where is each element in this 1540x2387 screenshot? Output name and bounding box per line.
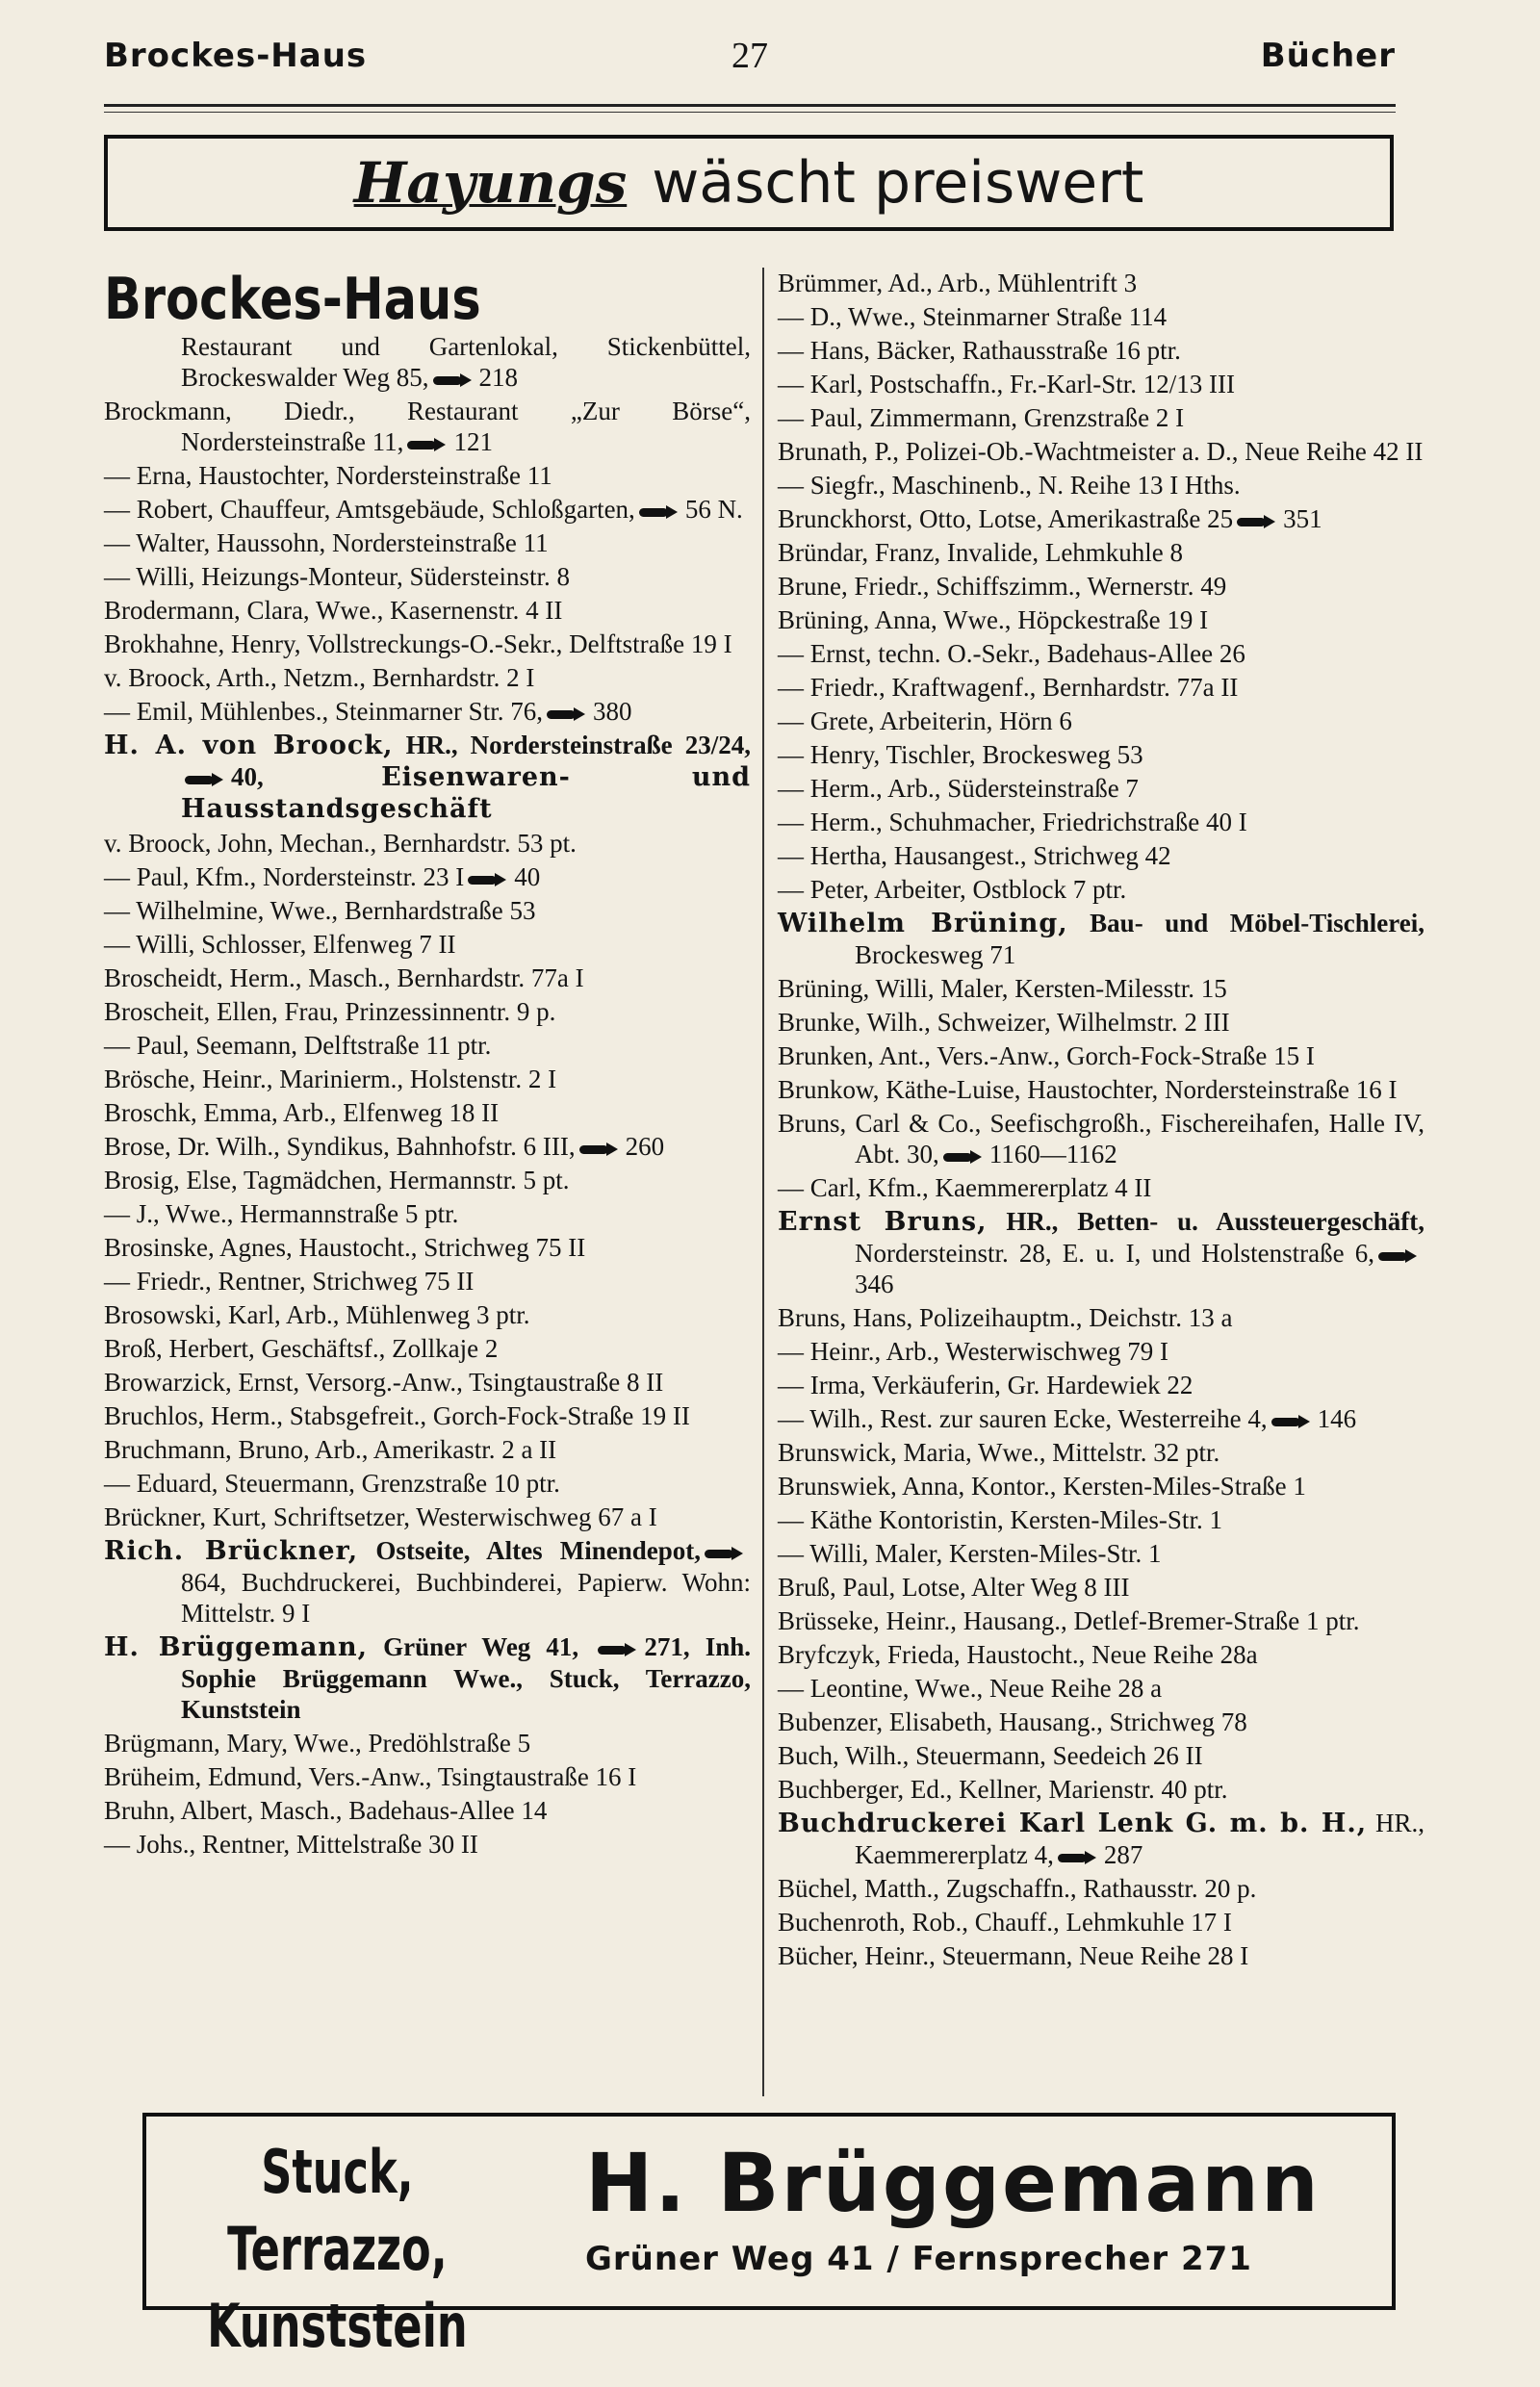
directory-entry bbox=[104, 494, 751, 525]
entry-text: — Paul, Kfm., Nordersteinstr. 23 I bbox=[104, 862, 465, 891]
directory-entry bbox=[104, 962, 751, 993]
directory-entry bbox=[778, 1471, 1424, 1502]
entry-phone: 351 bbox=[1283, 504, 1322, 533]
entry-text: — Emil, Mühlenbes., Steinmarner Str. 76, bbox=[104, 697, 543, 726]
entry-text: — Käthe Kontoristin, Kersten-Miles-Str. 1 bbox=[778, 1505, 1222, 1534]
entry-text: Broschk, Emma, Arb., Elfenweg 18 II bbox=[104, 1098, 500, 1127]
directory-entry bbox=[104, 1468, 751, 1499]
directory-entry bbox=[778, 1873, 1424, 1904]
entry-text: Brümmer, Ad., Arb., Mühlentrift 3 bbox=[778, 269, 1138, 297]
directory-entry bbox=[104, 1131, 751, 1162]
entry-text: — Grete, Arbeiterin, Hörn 6 bbox=[778, 706, 1072, 735]
directory-entry bbox=[778, 503, 1424, 534]
phone-icon bbox=[943, 1150, 982, 1164]
entry-text: — Hertha, Hausangest., Strichweg 42 bbox=[778, 841, 1171, 870]
entry-text: Buchberger, Ed., Kellner, Marienstr. 40 ptr. bbox=[778, 1775, 1228, 1804]
brockes-haus-title: Brockes-Haus bbox=[104, 266, 481, 333]
entry-text: — Willi, Heizungs-Monteur, Südersteinstr. 8 bbox=[104, 562, 571, 591]
entry-text: Brösche, Heinr., Marinierm., Holstenstr. 2 I bbox=[104, 1065, 557, 1093]
directory-entry bbox=[104, 1502, 751, 1532]
entry-text: Brosinske, Agnes, Haustocht., Strichweg 75 II bbox=[104, 1233, 586, 1262]
directory-entry bbox=[778, 1572, 1424, 1603]
directory-entry bbox=[104, 561, 751, 592]
entry-phone: 260 bbox=[625, 1132, 665, 1161]
right-column bbox=[778, 268, 1424, 1974]
directory-entry bbox=[778, 1403, 1424, 1434]
entry-phone: 1160—1162 bbox=[988, 1140, 1117, 1168]
right-entries-2 bbox=[778, 973, 1424, 1203]
directory-entry bbox=[104, 396, 751, 457]
directory-entry bbox=[778, 369, 1424, 399]
directory-entry bbox=[104, 527, 751, 558]
entry-text: — Friedr., Kraftwagenf., Bernhardstr. 77a II bbox=[778, 673, 1239, 702]
entry-text: Brunath, P., Polizei-Ob.-Wachtmeister a. D., Neue Reihe 42 II bbox=[778, 437, 1424, 466]
firm-entry-von-broock: H. A. von Broock, HR., Nordersteinstraße 23/24,40, Eisenwaren- und Hausstandsgeschäft bbox=[104, 731, 751, 824]
left-column bbox=[104, 268, 751, 1862]
directory-entry bbox=[778, 773, 1424, 804]
entry-phone: 146 bbox=[1317, 1404, 1357, 1433]
right-entries bbox=[778, 268, 1424, 905]
entry-text: — Wilhelmine, Wwe., Bernhardstraße 53 bbox=[104, 896, 536, 925]
entry-text: — Friedr., Rentner, Strichweg 75 II bbox=[104, 1267, 475, 1296]
entry-text: — Robert, Chauffeur, Amtsgebäude, Schloßgarten, bbox=[104, 495, 635, 524]
directory-entry bbox=[104, 662, 751, 693]
directory-entry bbox=[104, 1367, 751, 1398]
entry-text: — Ernst, techn. O.-Sekr., Badehaus-Allee 26 bbox=[778, 639, 1245, 668]
directory-entry bbox=[778, 1437, 1424, 1468]
directory-entry bbox=[104, 1064, 751, 1094]
ad-slogan: wäscht preiswert bbox=[652, 149, 1144, 217]
entry-text: Bruchmann, Bruno, Arb., Amerikastr. 2 a II bbox=[104, 1435, 557, 1464]
column-divider bbox=[762, 268, 764, 2096]
entry-text: Bründar, Franz, Invalide, Lehmkuhle 8 bbox=[778, 538, 1184, 567]
directory-entry bbox=[778, 571, 1424, 602]
directory-entry bbox=[104, 1400, 751, 1431]
entry-text: — Hans, Bäcker, Rathausstraße 16 ptr. bbox=[778, 336, 1181, 365]
directory-entry bbox=[104, 828, 751, 859]
directory-entry bbox=[778, 1707, 1424, 1737]
left-entries-3 bbox=[104, 1728, 751, 1860]
running-header bbox=[104, 37, 1396, 85]
phone-icon bbox=[1378, 1249, 1417, 1263]
directory-entry bbox=[778, 1336, 1424, 1367]
entry-text: Bubenzer, Elisabeth, Hausang., Strichweg 78 bbox=[778, 1707, 1247, 1736]
entry-text: Bücher, Heinr., Steuermann, Neue Reihe 28 I bbox=[778, 1941, 1249, 1970]
brockes-haus-description: Restaurant und Gartenlokal, Stickenbüttel, Brockeswalder Weg 85, 218 bbox=[181, 332, 751, 392]
entry-text: — J., Wwe., Hermannstraße 5 ptr. bbox=[104, 1199, 459, 1228]
directory-entry bbox=[104, 1795, 751, 1826]
entry-text: Bruhn, Albert, Masch., Badehaus-Allee 14 bbox=[104, 1796, 548, 1825]
entry-text: Büchel, Matth., Zugschaffn., Rathausstr. 20 p. bbox=[778, 1874, 1257, 1903]
entry-text: Brosig, Else, Tagmädchen, Hermannstr. 5 pt. bbox=[104, 1166, 570, 1194]
directory-entry bbox=[104, 460, 751, 491]
entry-text: Brückner, Kurt, Schriftsetzer, Westerwischweg 67 a I bbox=[104, 1502, 657, 1531]
directory-entry bbox=[778, 268, 1424, 298]
entry-text: Brügmann, Mary, Wwe., Predöhlstraße 5 bbox=[104, 1729, 531, 1758]
phone-icon bbox=[185, 773, 223, 786]
left-entries bbox=[104, 396, 751, 727]
entry-text: — Leontine, Wwe., Neue Reihe 28 a bbox=[778, 1674, 1163, 1703]
directory-entry bbox=[104, 629, 751, 659]
directory-entry bbox=[778, 1108, 1424, 1169]
entry-text: Brunckhorst, Otto, Lotse, Amerikastraße 25 bbox=[778, 504, 1234, 533]
directory-entry bbox=[778, 1504, 1424, 1535]
directory-entry bbox=[104, 696, 751, 727]
header-right-title: Bücher bbox=[1260, 37, 1396, 75]
entry-text: Brüning, Willi, Maler, Kersten-Milesstr. 15 bbox=[778, 974, 1227, 1003]
entry-text: Brunswiek, Anna, Kontor., Kersten-Miles-Straße 1 bbox=[778, 1472, 1306, 1501]
directory-entry bbox=[778, 1774, 1424, 1805]
entry-text: — Willi, Schlosser, Elfenweg 7 II bbox=[104, 930, 456, 959]
entry-text: — Erna, Haustochter, Nordersteinstraße 11 bbox=[104, 461, 552, 490]
entry-text: Broß, Herbert, Geschäftsf., Zollkaje 2 bbox=[104, 1334, 499, 1363]
entry-text: — Paul, Zimmermann, Grenzstraße 2 I bbox=[778, 403, 1185, 432]
bottom-ad-company-name: H. Brüggemann bbox=[585, 2136, 1321, 2230]
directory-entry bbox=[778, 706, 1424, 736]
left-entries-2 bbox=[104, 828, 751, 1532]
directory-entry bbox=[104, 861, 751, 892]
phone-icon bbox=[1271, 1415, 1310, 1428]
entry-phone: 380 bbox=[592, 697, 632, 726]
bottom-ad-address: Grüner Weg 41 / Fernsprecher 271 bbox=[585, 2240, 1252, 2278]
right-entries-3 bbox=[778, 1302, 1424, 1805]
entry-text: Brunswick, Maria, Wwe., Mittelstr. 32 ptr. bbox=[778, 1438, 1220, 1467]
entry-text: — Karl, Postschaffn., Fr.-Karl-Str. 12/13 III bbox=[778, 370, 1235, 398]
entry-text: v. Broock, John, Mechan., Bernhardstr. 53 pt. bbox=[104, 829, 577, 858]
phone-icon bbox=[1058, 1851, 1096, 1864]
phone-icon bbox=[639, 505, 678, 519]
entry-phone: 121 bbox=[453, 427, 493, 456]
directory-entry bbox=[778, 1007, 1424, 1038]
directory-entry bbox=[778, 1302, 1424, 1333]
ad-brand: Hayungs bbox=[353, 150, 628, 216]
entry-text: Brune, Friedr., Schiffszimm., Wernerstr. 49 bbox=[778, 572, 1227, 601]
entry-text: Broscheit, Ellen, Frau, Prinzessinnentr. 9 p. bbox=[104, 997, 556, 1026]
phone-icon bbox=[468, 873, 506, 886]
directory-entry bbox=[778, 807, 1424, 837]
directory-entry bbox=[778, 1040, 1424, 1071]
directory-entry bbox=[778, 1370, 1424, 1400]
directory-entry bbox=[104, 996, 751, 1027]
entry-text: Brunke, Wilh., Schweizer, Wilhelmstr. 2 III bbox=[778, 1008, 1230, 1037]
directory-entry bbox=[778, 1074, 1424, 1105]
entry-text: — Wilh., Rest. zur sauren Ecke, Westerreihe 4, bbox=[778, 1404, 1268, 1433]
directory-entry bbox=[104, 1198, 751, 1229]
bottom-ad-products: Stuck, Terrazzo, Kunststein bbox=[207, 2137, 468, 2361]
directory-entry bbox=[104, 1829, 751, 1860]
entry-text: — Walter, Haussohn, Nordersteinstraße 11 bbox=[104, 528, 549, 557]
entry-text: Brüheim, Edmund, Vers.-Anw., Tsingtaustraße 16 I bbox=[104, 1762, 637, 1791]
entry-text: — Herm., Arb., Südersteinstraße 7 bbox=[778, 774, 1139, 803]
entry-text: Brockmann, Diedr., Restaurant „Zur Börse“, Nordersteinstraße 11, bbox=[104, 397, 751, 456]
phone-icon bbox=[547, 707, 585, 721]
entry-text: Bryfczyk, Frieda, Haustocht., Neue Reihe 28a bbox=[778, 1640, 1258, 1669]
header-rule-thin bbox=[104, 112, 1396, 113]
directory-entry bbox=[778, 470, 1424, 500]
directory-entry bbox=[778, 638, 1424, 669]
entry-text: Buchenroth, Rob., Chauff., Lehmkuhle 17 I bbox=[778, 1908, 1232, 1937]
header-left-title: Brockes-Haus bbox=[104, 37, 368, 75]
entry-text: Brose, Dr. Wilh., Syndikus, Bahnhofstr. 6 III, bbox=[104, 1132, 576, 1161]
entry-text: Brüning, Anna, Wwe., Höpckestraße 19 I bbox=[778, 605, 1209, 634]
entry-text: — Willi, Maler, Kersten-Miles-Str. 1 bbox=[778, 1539, 1162, 1568]
entry-text: — Henry, Tischler, Brockesweg 53 bbox=[778, 740, 1143, 769]
entry-text: — Siegfr., Maschinenb., N. Reihe 13 I Hths. bbox=[778, 471, 1241, 500]
entry-text: — Paul, Seemann, Delftstraße 11 ptr. bbox=[104, 1031, 492, 1060]
phone-icon bbox=[433, 373, 472, 387]
directory-entry bbox=[778, 1538, 1424, 1569]
directory-entry bbox=[104, 1030, 751, 1061]
entry-text: — Heinr., Arb., Westerwischweg 79 I bbox=[778, 1337, 1169, 1366]
directory-entry bbox=[778, 1740, 1424, 1771]
entry-text: — Eduard, Steuermann, Grenzstraße 10 ptr. bbox=[104, 1469, 560, 1498]
entry-text: Bruns, Hans, Polizeihauptm., Deichstr. 13 a bbox=[778, 1303, 1233, 1332]
right-entries-4 bbox=[778, 1873, 1424, 1971]
entry-text: — Peter, Arbeiter, Ostblock 7 ptr. bbox=[778, 875, 1127, 904]
entry-text: Brokhahne, Henry, Vollstreckungs-O.-Sekr., Delftstraße 19 I bbox=[104, 629, 732, 658]
directory-entry bbox=[104, 1165, 751, 1195]
directory-entry bbox=[104, 1434, 751, 1465]
entry-text: Brunken, Ant., Vers.-Anw., Gorch-Fock-Straße 15 I bbox=[778, 1041, 1315, 1070]
entry-text: — Carl, Kfm., Kaemmererplatz 4 II bbox=[778, 1173, 1152, 1202]
entry-text: Browarzick, Ernst, Versorg.-Anw., Tsingtaustraße 8 II bbox=[104, 1368, 664, 1397]
directory-entry bbox=[104, 595, 751, 626]
directory-entry bbox=[778, 402, 1424, 433]
entry-text: Brosowski, Karl, Arb., Mühlenweg 3 ptr. bbox=[104, 1300, 530, 1329]
directory-entry bbox=[778, 1907, 1424, 1938]
directory-entry bbox=[778, 335, 1424, 366]
directory-entry bbox=[104, 1232, 751, 1263]
directory-entry bbox=[104, 1299, 751, 1330]
directory-entry bbox=[778, 973, 1424, 1004]
directory-entry bbox=[778, 1639, 1424, 1670]
firm-entry-brueckner: Rich. Brückner, Ostseite, Altes Minendepot,864, Buchdruckerei, Buchbinderei, Papierw. Wohn: Mittelstr. 9 I bbox=[104, 1536, 751, 1628]
directory-entry bbox=[778, 604, 1424, 635]
bottom-advertisement bbox=[142, 2113, 1396, 2361]
directory-entry bbox=[778, 537, 1424, 568]
directory-entry bbox=[104, 1728, 751, 1758]
directory-entry bbox=[104, 1097, 751, 1128]
phone-icon bbox=[705, 1547, 743, 1560]
directory-entry bbox=[778, 1673, 1424, 1704]
phone-icon bbox=[579, 1142, 618, 1156]
directory-entry bbox=[778, 436, 1424, 467]
entry-text: — Johs., Rentner, Mittelstraße 30 II bbox=[104, 1830, 478, 1859]
entry-text: Broscheidt, Herm., Masch., Bernhardstr. 77a I bbox=[104, 963, 584, 992]
entry-text: — Irma, Verkäuferin, Gr. Hardewiek 22 bbox=[778, 1371, 1194, 1399]
phone-icon bbox=[598, 1643, 636, 1656]
directory-entry bbox=[778, 1172, 1424, 1203]
top-advertisement bbox=[104, 135, 1394, 231]
directory-entry bbox=[104, 895, 751, 926]
entry-text: Brunkow, Käthe-Luise, Haustochter, Nordersteinstraße 16 I bbox=[778, 1075, 1398, 1104]
entry-text: v. Broock, Arth., Netzm., Bernhardstr. 2 I bbox=[104, 663, 535, 692]
directory-entry bbox=[104, 1333, 751, 1364]
directory-entry bbox=[778, 840, 1424, 871]
page-number: 27 bbox=[732, 36, 768, 76]
entry-text: Brüsseke, Heinr., Hausang., Detlef-Bremer-Straße 1 ptr. bbox=[778, 1606, 1360, 1635]
firm-entry-karl-lenk: Buchdruckerei Karl Lenk G. m. b. H., HR., Kaemmererplatz 4, 287 bbox=[778, 1809, 1425, 1869]
directory-entry bbox=[778, 1940, 1424, 1971]
directory-entry bbox=[104, 1761, 751, 1792]
directory-entry bbox=[104, 929, 751, 960]
entry-text: Bruß, Paul, Lotse, Alter Weg 8 III bbox=[778, 1573, 1130, 1602]
entry-text: Bruns, Carl & Co., Seefischgroßh., Fischereihafen, Halle IV, Abt. 30, bbox=[778, 1109, 1424, 1168]
firm-entry-ernst-bruns: Ernst Bruns, HR., Betten- u. Aussteuergeschäft, Nordersteinstr. 28, E. u. I, und Holstenstraße 6,346 bbox=[778, 1207, 1424, 1298]
firm-entry-wilhelm-bruening: Wilhelm Brüning, Bau- und Möbel-Tischlerei, Brockesweg 71 bbox=[778, 909, 1424, 969]
entry-text: Bruchlos, Herm., Stabsgefreit., Gorch-Fock-Straße 19 II bbox=[104, 1401, 690, 1430]
entry-phone: 56 N. bbox=[684, 495, 743, 524]
directory-entry bbox=[778, 1605, 1424, 1636]
entry-phone: 40 bbox=[514, 862, 541, 891]
directory-entry bbox=[778, 672, 1424, 703]
phone-icon bbox=[407, 438, 446, 451]
entry-text: — Herm., Schuhmacher, Friedrichstraße 40 I bbox=[778, 808, 1247, 836]
directory-entry bbox=[778, 739, 1424, 770]
directory-entry bbox=[778, 301, 1424, 332]
entry-text: Brodermann, Clara, Wwe., Kasernenstr. 4 II bbox=[104, 596, 563, 625]
entry-text: — D., Wwe., Steinmarner Straße 114 bbox=[778, 302, 1168, 331]
phone-icon bbox=[1237, 515, 1275, 528]
directory-entry bbox=[104, 1266, 751, 1296]
directory-entry bbox=[778, 874, 1424, 905]
header-rule-thick bbox=[104, 104, 1396, 107]
entry-text: Buch, Wilh., Steuermann, Seedeich 26 II bbox=[778, 1741, 1203, 1770]
firm-entry-brueggemann: H. Brüggemann, Grüner Weg 41, 271, Inh. Sophie Brüggemann Wwe., Stuck, Terrazzo, Kunststein bbox=[104, 1632, 752, 1724]
